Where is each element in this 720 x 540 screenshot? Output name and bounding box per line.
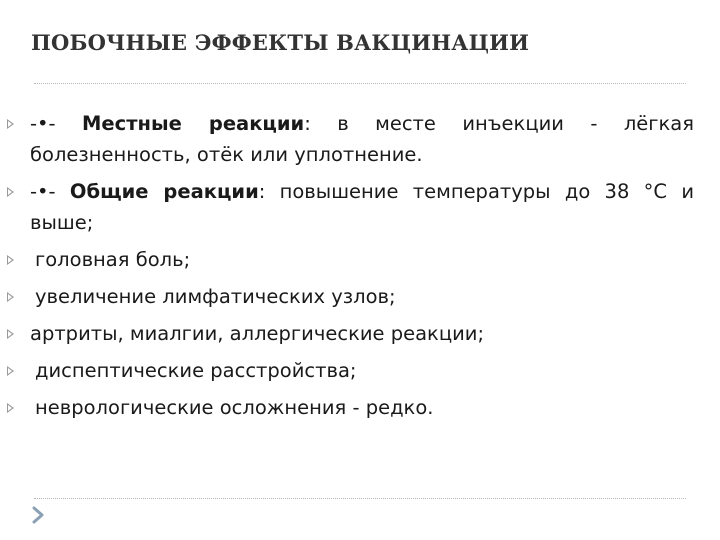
item-prefix: -•- [30, 180, 70, 203]
item-text: неврологические осложнения - редко. [35, 396, 434, 419]
list-item [0, 392, 720, 423]
triangle-right-icon [7, 119, 14, 129]
item-bold-term: Общие реакции [69, 180, 259, 203]
triangle-right-icon [7, 187, 14, 197]
item-text: артриты, миалгии, аллергические реакции; [30, 322, 485, 345]
item-bold-term: Местные реакции [82, 112, 305, 135]
bullet-list [0, 108, 720, 429]
item-text: увеличение лимфатических узлов; [35, 285, 396, 308]
triangle-right-icon [7, 255, 14, 265]
item-text: головная боль; [35, 248, 191, 271]
item-text: : повышение температуры до 38 °С и выше; [30, 180, 694, 234]
top-divider [34, 83, 686, 84]
item-prefix: -•- [30, 112, 83, 135]
triangle-right-icon [7, 292, 14, 302]
chevron-right-icon[interactable] [30, 506, 48, 524]
list-item [0, 108, 720, 170]
bottom-divider [34, 498, 686, 499]
triangle-right-icon [7, 329, 14, 339]
list-item [0, 244, 720, 275]
slide-title: ПОБОЧНЫЕ ЭФФЕКТЫ ВАКЦИНАЦИИ [31, 30, 530, 55]
list-item [0, 355, 720, 386]
list-item [0, 318, 720, 349]
triangle-right-icon [7, 366, 14, 376]
item-text: диспептические расстройства; [35, 359, 357, 382]
list-item [0, 176, 720, 238]
item-text: : в месте инъекции - лёгкая болезненность, отёк или уплотнение. [30, 112, 694, 166]
triangle-right-icon [7, 403, 14, 413]
list-item [0, 281, 720, 312]
